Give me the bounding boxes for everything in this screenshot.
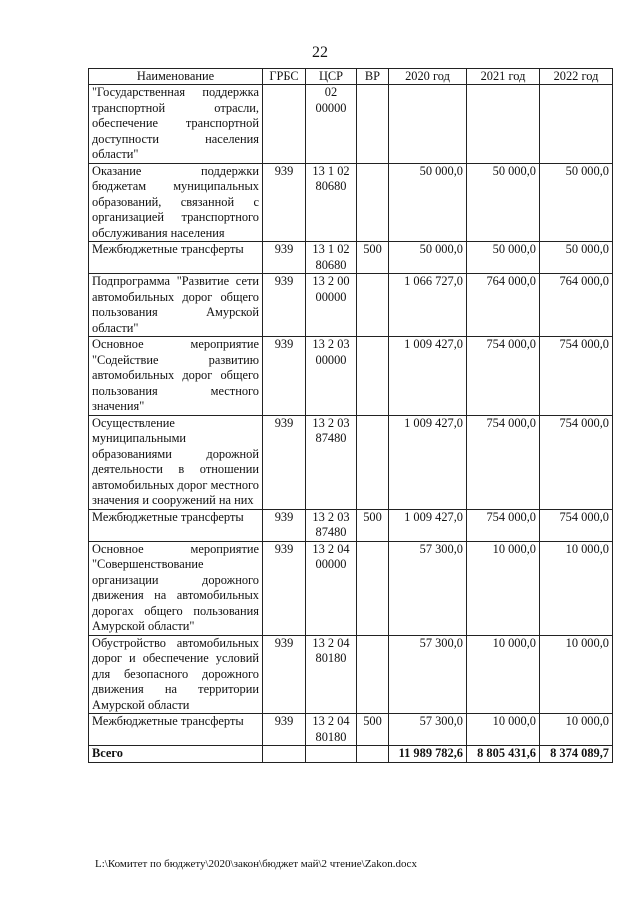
header-2022: 2022 год [540, 69, 613, 85]
row-2022-cell: 50 000,0 [540, 242, 613, 274]
header-grbs: ГРБС [263, 69, 306, 85]
row-grbs-cell: 939 [263, 635, 306, 714]
row-2021-cell: 754 000,0 [467, 415, 540, 509]
row-2020-cell: 1 009 427,0 [389, 509, 467, 541]
table-row [89, 242, 613, 274]
row-vr-cell [357, 415, 389, 509]
total-vr [357, 746, 389, 763]
row-name-cell: Основное мероприятие "Совершенствование организации дорожного движения на автомобильных дорогах общего пользования Амурской области" [89, 541, 263, 635]
total-2021: 8 805 431,6 [467, 746, 540, 763]
row-2020-cell: 50 000,0 [389, 163, 467, 242]
row-name-cell: Оказание поддержки бюджетам муниципальных образований, связанной с организацией транспортного обслуживания населения [89, 163, 263, 242]
table-row [89, 337, 613, 416]
row-grbs-cell: 939 [263, 509, 306, 541]
row-vr-cell [357, 541, 389, 635]
row-grbs-cell: 939 [263, 714, 306, 746]
file-path-footer: L:\Комитет по бюджету\2020\закон\бюджет май\2 чтение\Zakon.docx [95, 858, 417, 870]
row-vr-cell [357, 85, 389, 164]
row-2022-cell: 754 000,0 [540, 509, 613, 541]
row-csr-cell: 13 2 04 80180 [306, 714, 357, 746]
row-2020-cell [389, 85, 467, 164]
total-grbs [263, 746, 306, 763]
row-name-cell: Межбюджетные трансферты [89, 714, 263, 746]
table-row [89, 714, 613, 746]
row-csr-cell: 13 2 03 87480 [306, 509, 357, 541]
row-csr-cell: 13 2 04 80180 [306, 635, 357, 714]
row-2021-cell: 10 000,0 [467, 635, 540, 714]
header-csr: ЦСР [306, 69, 357, 85]
header-name: Наименование [89, 69, 263, 85]
row-2020-cell: 1 009 427,0 [389, 415, 467, 509]
row-2022-cell: 10 000,0 [540, 541, 613, 635]
row-2020-cell: 1 066 727,0 [389, 274, 467, 337]
row-csr-cell: 13 1 02 80680 [306, 163, 357, 242]
header-2021: 2021 год [467, 69, 540, 85]
row-2021-cell [467, 85, 540, 164]
row-csr-cell: 13 1 02 80680 [306, 242, 357, 274]
table-row [89, 509, 613, 541]
row-grbs-cell: 939 [263, 242, 306, 274]
table-row [89, 163, 613, 242]
row-2022-cell: 764 000,0 [540, 274, 613, 337]
table-row [89, 541, 613, 635]
row-grbs-cell: 939 [263, 274, 306, 337]
row-2022-cell: 754 000,0 [540, 415, 613, 509]
row-name-cell: Обустройство автомобильных дорог и обеспечение условий для безопасного дорожного движения на территории Амурской области [89, 635, 263, 714]
row-csr-cell: 13 2 04 00000 [306, 541, 357, 635]
row-name-cell: Подпрограмма "Развитие сети автомобильных дорог общего пользования Амурской области" [89, 274, 263, 337]
total-label: Всего [89, 746, 263, 763]
row-2022-cell [540, 85, 613, 164]
row-2020-cell: 57 300,0 [389, 541, 467, 635]
row-grbs-cell [263, 85, 306, 164]
table-row [89, 85, 613, 164]
row-vr-cell [357, 635, 389, 714]
row-csr-cell: 13 2 03 87480 [306, 415, 357, 509]
row-grbs-cell: 939 [263, 163, 306, 242]
total-csr [306, 746, 357, 763]
header-vr: ВР [357, 69, 389, 85]
row-name-cell: Межбюджетные трансферты [89, 509, 263, 541]
row-2021-cell: 10 000,0 [467, 714, 540, 746]
total-2020: 11 989 782,6 [389, 746, 467, 763]
row-grbs-cell: 939 [263, 337, 306, 416]
row-vr-cell [357, 163, 389, 242]
row-vr-cell [357, 337, 389, 416]
row-vr-cell: 500 [357, 714, 389, 746]
row-name-cell: Межбюджетные трансферты [89, 242, 263, 274]
total-row [89, 746, 613, 763]
row-2021-cell: 764 000,0 [467, 274, 540, 337]
row-2020-cell: 57 300,0 [389, 635, 467, 714]
row-2022-cell: 10 000,0 [540, 635, 613, 714]
table-header-row [89, 69, 613, 85]
row-grbs-cell: 939 [263, 415, 306, 509]
row-2021-cell: 754 000,0 [467, 509, 540, 541]
table-row [89, 274, 613, 337]
budget-table [88, 68, 613, 763]
row-2022-cell: 10 000,0 [540, 714, 613, 746]
page-number: 22 [312, 44, 328, 61]
header-2020: 2020 год [389, 69, 467, 85]
row-2021-cell: 754 000,0 [467, 337, 540, 416]
row-grbs-cell: 939 [263, 541, 306, 635]
row-csr-cell: 13 2 00 00000 [306, 274, 357, 337]
row-2020-cell: 57 300,0 [389, 714, 467, 746]
row-2021-cell: 50 000,0 [467, 242, 540, 274]
row-2020-cell: 1 009 427,0 [389, 337, 467, 416]
row-name-cell: Основное мероприятие "Содействие развитию автомобильных дорог общего пользования местного значения" [89, 337, 263, 416]
total-2022: 8 374 089,7 [540, 746, 613, 763]
row-name-cell: Осуществление муниципальными образованиями дорожной деятельности в отношении автомобильных дорог местного значения и сооружений на них [89, 415, 263, 509]
row-vr-cell: 500 [357, 509, 389, 541]
row-csr-cell: 02 00000 [306, 85, 357, 164]
row-vr-cell [357, 274, 389, 337]
table-row [89, 415, 613, 509]
table-row [89, 635, 613, 714]
row-2021-cell: 50 000,0 [467, 163, 540, 242]
row-csr-cell: 13 2 03 00000 [306, 337, 357, 416]
row-2020-cell: 50 000,0 [389, 242, 467, 274]
row-2021-cell: 10 000,0 [467, 541, 540, 635]
row-2022-cell: 50 000,0 [540, 163, 613, 242]
row-2022-cell: 754 000,0 [540, 337, 613, 416]
row-name-cell: "Государственная поддержка транспортной отрасли, обеспечение транспортной доступности населения области" [89, 85, 263, 164]
row-vr-cell: 500 [357, 242, 389, 274]
